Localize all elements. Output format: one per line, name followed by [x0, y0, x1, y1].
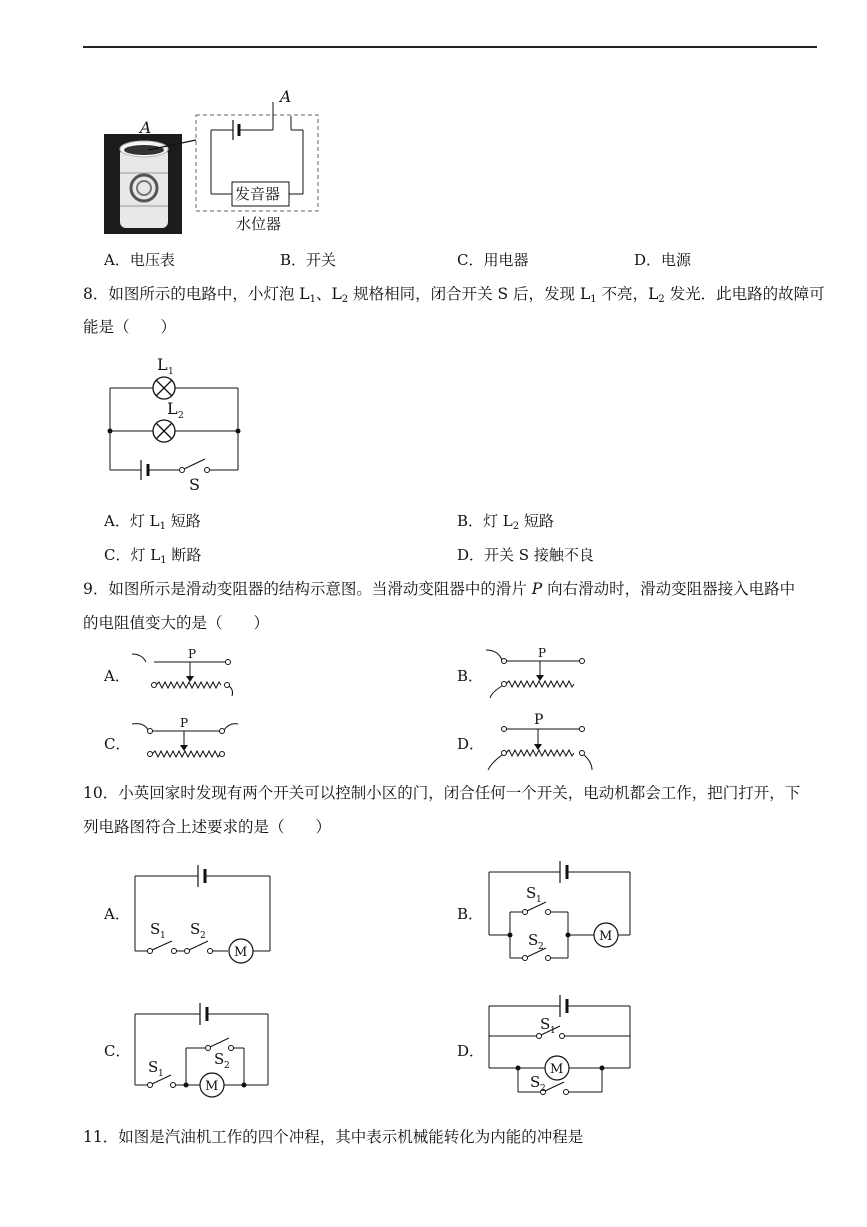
q8-stem-line1 [83, 283, 825, 305]
q10-option-b-letter: B． [457, 905, 484, 923]
q10-stem-line1: 10．小英回家时发现有两个开关可以控制小区的门，闭合任何一个开关，电动机都会工作，把门打开，下 [83, 784, 801, 802]
q10-s2-sub: 2 [224, 1061, 230, 1071]
q8-opt-sub: 1 [160, 555, 167, 566]
q8-stem-line2: 能是（ ） [83, 318, 177, 336]
q10-circuit-a [130, 860, 275, 970]
q8-circuit [105, 352, 245, 492]
q10-motor-label: M [234, 945, 248, 960]
q8-fig-l2: L [167, 399, 178, 418]
q9-stem-line2: 的电阻值变大的是（ ） [83, 614, 270, 632]
q10-s1-sub: 1 [160, 931, 166, 941]
q10-circuit-b [484, 856, 636, 966]
q9-stem-line1 [83, 578, 795, 600]
q10-circuit-c [130, 998, 275, 1098]
q9-p-label: P [534, 712, 544, 728]
q8-fig-l1: L [157, 355, 168, 374]
q9-p-label: P [538, 646, 547, 660]
q9-text: 向右滑动时，滑动变阻器接入电路中 [542, 580, 796, 598]
q10-option-c-letter: C． [104, 1042, 131, 1060]
q7-option-d: D．电源 [634, 251, 692, 269]
q8-sub: 1 [309, 294, 316, 305]
q10-option-d-letter: D． [457, 1042, 485, 1060]
q9-rheostat-b [484, 644, 594, 700]
q8-option-a [104, 511, 201, 531]
q7-label-a-circuit: A [280, 88, 292, 106]
q8-text: 8．如图所示的电路中，小灯泡 L [83, 285, 310, 303]
q10-s1-label: S [526, 884, 537, 902]
q8-sub: 2 [658, 294, 665, 305]
q7-option-c: C．用电器 [457, 251, 529, 269]
q9-rheostat-c [130, 714, 242, 766]
header-rule [83, 46, 817, 48]
q9-rheostat-d [484, 712, 596, 772]
q10-motor-label: M [550, 1062, 564, 1077]
q10-s1-sub: 1 [158, 1069, 164, 1079]
q10-motor-label: M [205, 1079, 219, 1094]
q8-text: 、L [315, 285, 342, 303]
q10-motor-label: M [599, 929, 613, 944]
q7-pointer-line [148, 136, 198, 156]
q10-s2-sub: 2 [200, 931, 206, 941]
q10-s2-label: S [528, 931, 539, 949]
q10-stem-line2: 列电路图符合上述要求的是（ ） [83, 818, 332, 836]
q10-s1-label: S [540, 1015, 551, 1033]
q9-text: 9．如图所示是滑动变阻器的结构示意图。当滑动变阻器中的滑片 [83, 580, 532, 598]
q8-fig-l1-sub: 1 [168, 367, 174, 377]
q10-option-a-letter: A． [104, 905, 130, 923]
q7-caption: 水位器 [236, 215, 282, 233]
q8-opt-text: 短路 [165, 512, 201, 530]
q9-p-label: P [188, 647, 197, 661]
q7-option-a: A．电压表 [104, 251, 175, 269]
q10-s2-label: S [214, 1050, 225, 1068]
q11-stem: 11．如图是汽油机工作的四个冲程，其中表示机械能转化为内能的冲程是 [83, 1128, 584, 1146]
q8-text: 规格相同，闭合开关 S 后，发现 L [348, 285, 591, 303]
q8-text: 发光．此电路的故障可 [664, 285, 825, 303]
q8-sub: 2 [341, 294, 349, 305]
q10-s2-label: S [530, 1073, 541, 1091]
q9-option-b-letter: B． [457, 667, 484, 685]
q10-s1-sub: 1 [550, 1026, 556, 1036]
q8-opt-text: A．灯 L [104, 512, 160, 530]
q9-rheostat-a [130, 646, 240, 698]
q7-label-a-photo: A [140, 119, 152, 137]
q8-text: 不亮，L [596, 285, 659, 303]
q8-option-b [457, 511, 554, 531]
q9-option-c-letter: C． [104, 735, 131, 753]
q8-option-d [457, 545, 594, 565]
q9-option-a-letter: A． [104, 667, 130, 685]
q7-device-label: 发音器 [235, 185, 281, 203]
q8-fig-s: S [189, 475, 200, 494]
q10-s1-label: S [150, 920, 161, 938]
q8-opt-text: 断路 [166, 546, 202, 564]
q8-opt-text: 短路 [519, 512, 554, 530]
q8-sub: 1 [590, 294, 597, 305]
q9-option-d-letter: D． [457, 735, 485, 753]
q9-p-label: P [180, 716, 189, 730]
q8-option-c [104, 545, 201, 565]
q8-opt-text: B．灯 L [457, 512, 513, 530]
q10-s1-sub: 1 [536, 895, 542, 905]
q8-opt-sub: 1 [159, 521, 166, 532]
q8-opt-sub: 2 [512, 521, 520, 532]
q10-s2-sub: 2 [538, 942, 544, 952]
q9-text-p: P [531, 580, 543, 598]
q8-opt-text: D．开关 S 接触不良 [457, 546, 594, 564]
q8-fig-l2-sub: 2 [178, 411, 184, 421]
q10-s1-label: S [148, 1058, 159, 1076]
q10-s2-sub: 2 [540, 1084, 546, 1094]
q10-circuit-d [484, 990, 636, 1102]
q8-opt-text: C．灯 L [104, 546, 161, 564]
q7-option-b: B．开关 [280, 251, 337, 269]
q10-s2-label: S [190, 920, 201, 938]
